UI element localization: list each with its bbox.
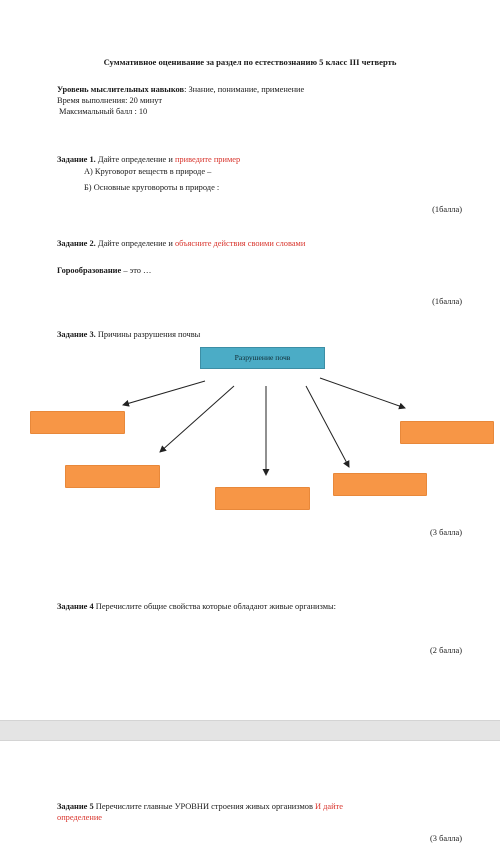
task2-label: Задание 2. [57, 239, 96, 248]
task4-text: Перечислите общие свойства которые обладают живые организмы: [93, 602, 336, 611]
answer-box-1[interactable] [30, 411, 125, 434]
task1-item-b: Б) Основные круговороты в природе : [84, 183, 220, 192]
skill-level-label: Уровень мыслительных навыков [57, 85, 185, 94]
task1-label: Задание 1. [57, 155, 96, 164]
task4-heading [57, 601, 336, 612]
task5-label: Задание 5 [57, 802, 94, 811]
arrow-to-box-1 [123, 381, 205, 405]
answer-box-4[interactable] [333, 473, 427, 496]
task2-term-rest: – это … [121, 266, 152, 275]
answer-box-2[interactable] [65, 465, 160, 488]
task2-highlight: объясните действия своими словами [174, 239, 306, 248]
task5-heading [57, 801, 343, 812]
task3-text: Причины разрушения почвы [95, 330, 201, 339]
task5-score: (3 балла) [430, 834, 462, 843]
task5-highlight-2: определение [57, 813, 103, 822]
task2-term: Горообразование [57, 266, 122, 275]
task3-score: (3 балла) [430, 528, 462, 537]
task1-item-a: А) Круговорот веществ в природе – [84, 167, 212, 176]
page-title: Суммативное оценивание за раздел по естествознанию 5 класс III четверть [103, 57, 397, 67]
arrow-to-box-5 [320, 378, 405, 408]
task5-highlight-1: И дайте [315, 802, 343, 811]
skill-level-value: : Знание, понимание, применение [184, 85, 305, 94]
task3-label: Задание 3. [57, 330, 96, 339]
max-score: Максимальный балл : 10 [59, 107, 148, 116]
answer-box-5[interactable] [400, 421, 494, 444]
task1-score: (1балла) [432, 205, 462, 214]
task1-text: Дайте определение и [95, 155, 175, 164]
task5-text: Перечислите главные УРОВНИ строения живых организмов [93, 802, 316, 811]
task4-label: Задание 4 [57, 602, 94, 611]
arrow-to-box-2 [160, 386, 234, 452]
page-break [0, 720, 500, 741]
arrow-to-box-4 [306, 386, 349, 467]
answer-box-3[interactable] [215, 487, 310, 510]
time-limit: Время выполнения: 20 минут [57, 96, 163, 105]
task2-score: (1балла) [432, 297, 462, 306]
task2-text: Дайте определение и [95, 239, 175, 248]
soil-destruction-box: Разрушение почв [200, 347, 325, 369]
task4-score: (2 балла) [430, 646, 462, 655]
task1-highlight: приведите пример [174, 155, 241, 164]
